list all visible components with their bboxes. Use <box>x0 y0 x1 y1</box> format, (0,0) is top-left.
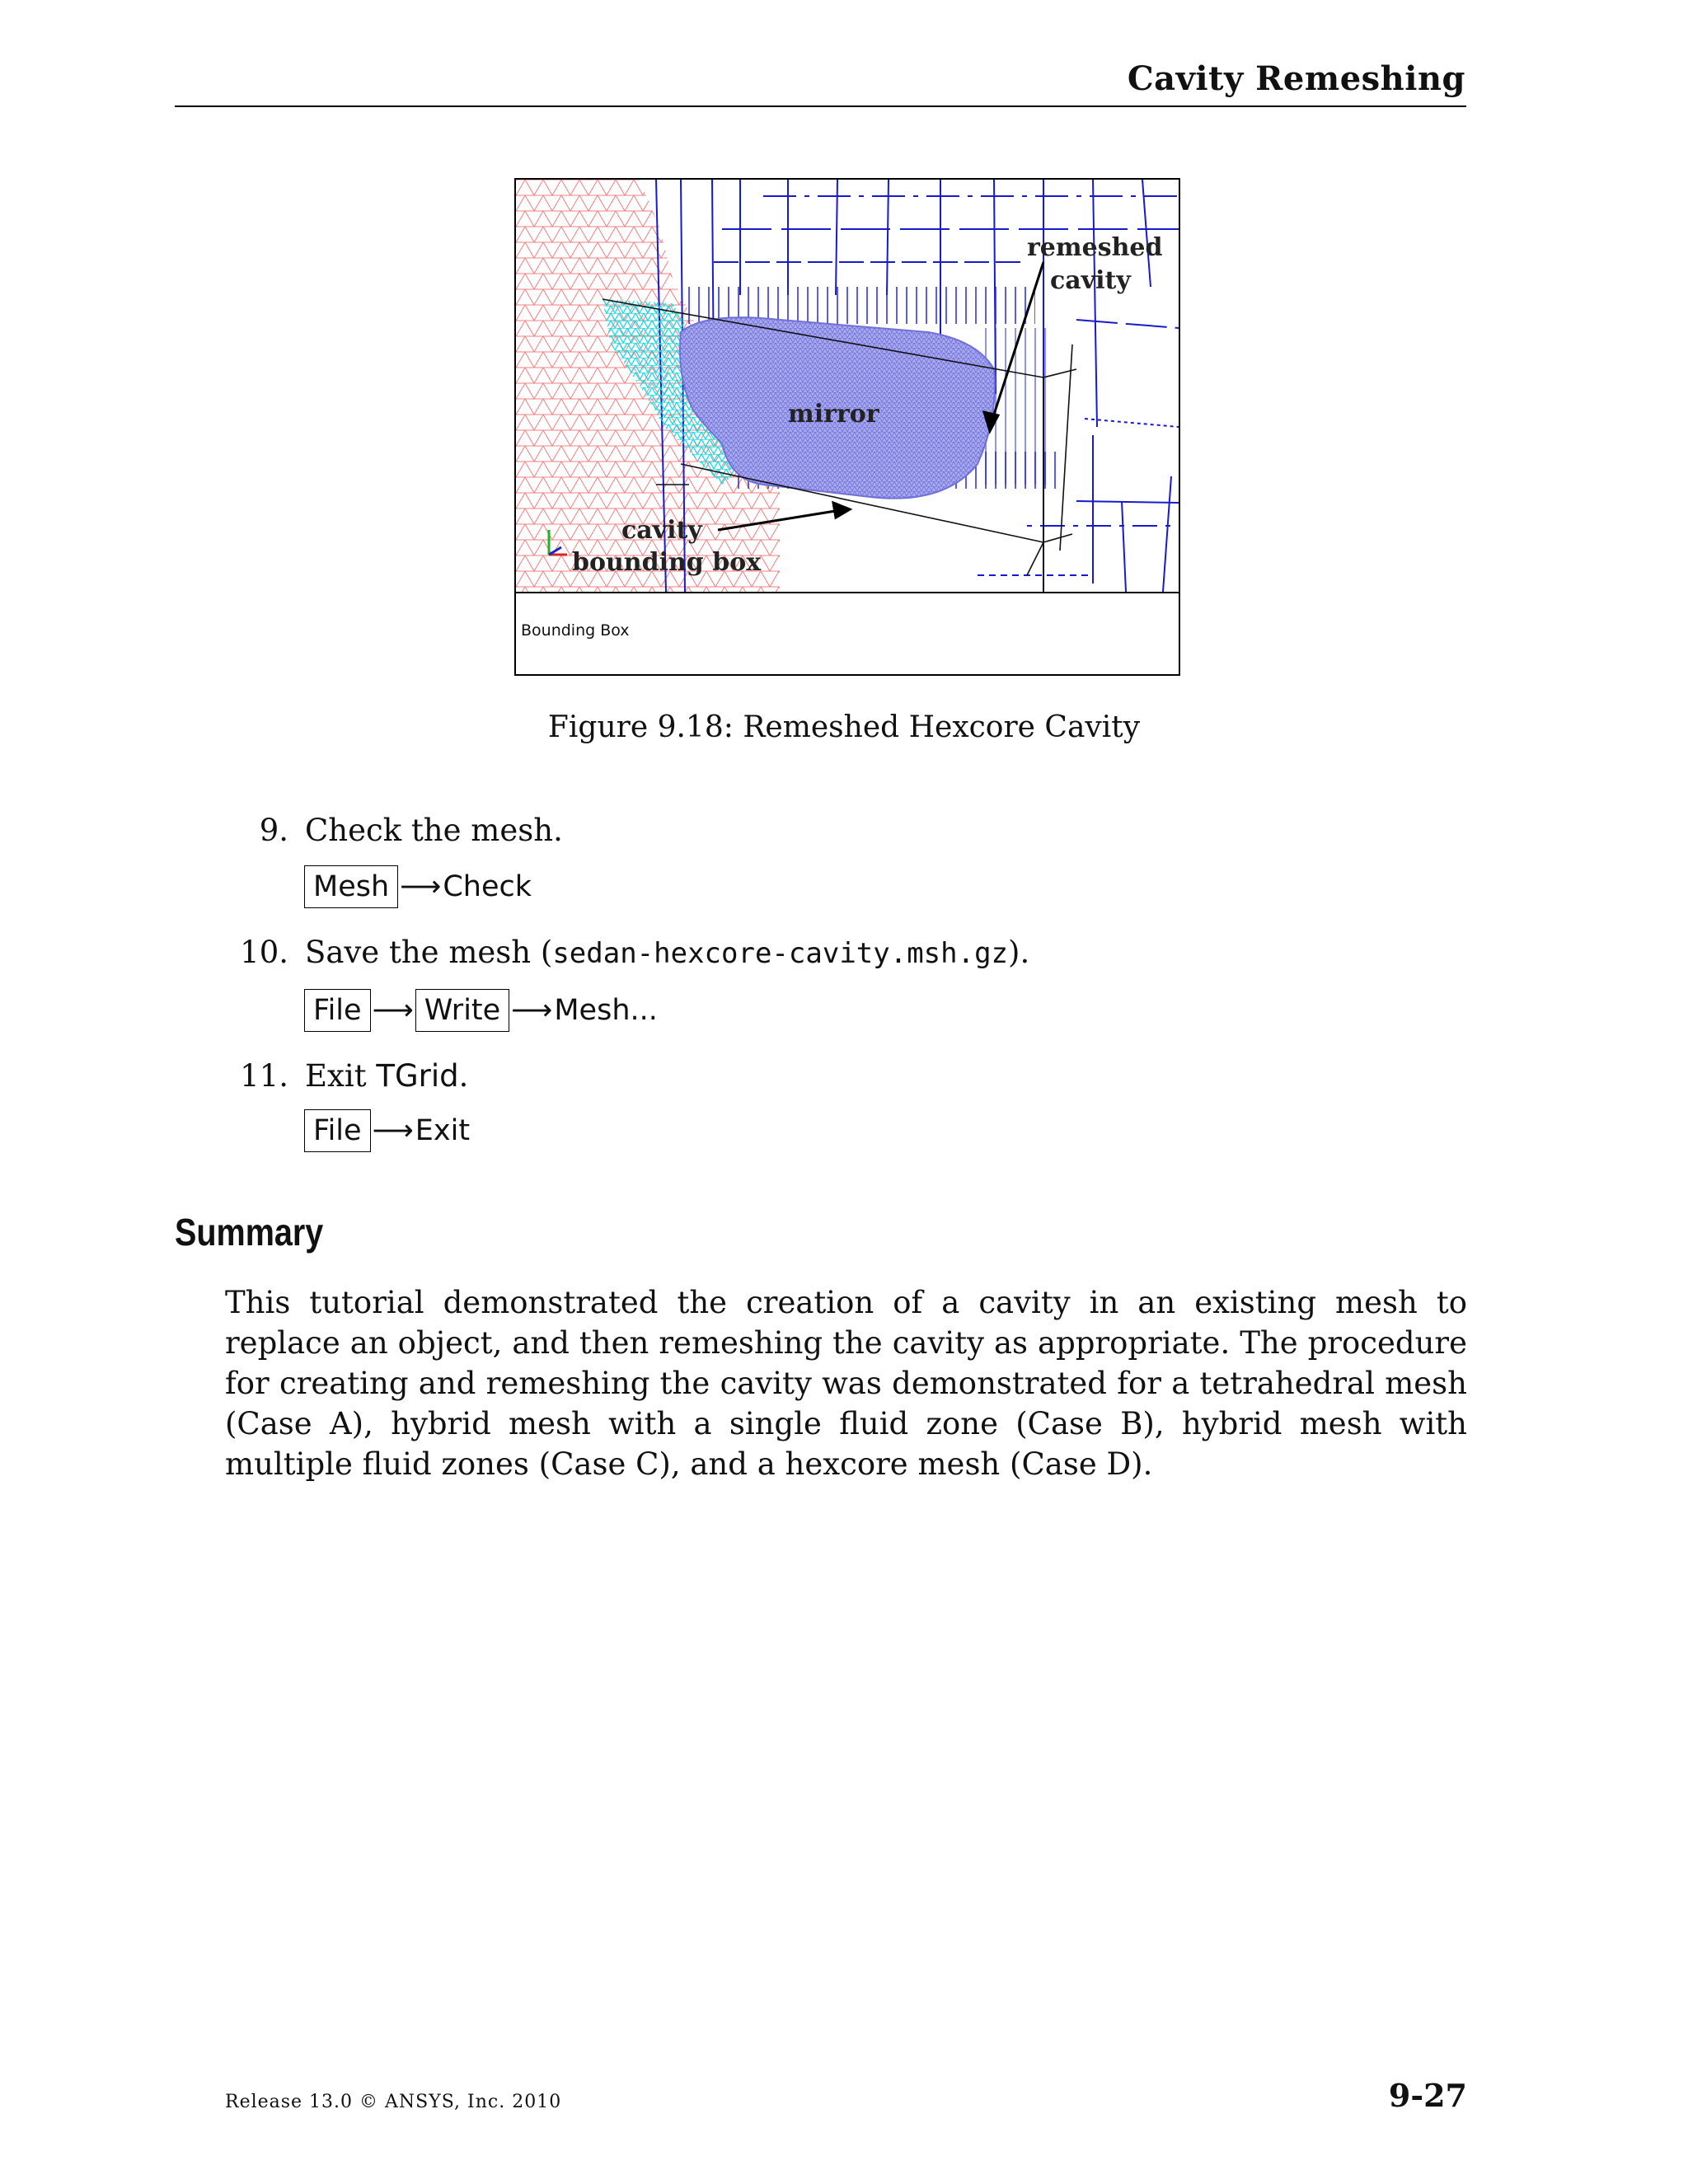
menu-item-mesh[interactable]: Mesh... <box>554 994 658 1027</box>
label-cavity-bottom: cavity <box>621 516 702 545</box>
step-text-after: . <box>458 1058 469 1094</box>
menu-file[interactable]: File <box>304 989 371 1032</box>
label-cavity-top: cavity <box>1050 266 1131 295</box>
file-name: sedan-hexcore-cavity.msh.gz <box>552 937 1009 970</box>
label-mirror: mirror <box>788 400 879 429</box>
running-header: Cavity Remeshing <box>1127 59 1465 98</box>
menu-mesh[interactable]: Mesh <box>304 865 398 908</box>
summary-paragraph: This tutorial demonstrated the creation of a cavity in an existing mesh to replace an object, and then remeshing the cavity as appropriate. The procedure for creating and remeshing the cavity was demonstrated for a tetrahedral mesh (Case A), hybrid mesh with a single fluid zone (Case B), hybrid mesh with multiple fluid zones (Case C), and a hexcore mesh (Case D). <box>225 1285 1467 1482</box>
graphics-status-bar <box>516 592 1179 674</box>
page-number: 9-27 <box>1388 2077 1467 2114</box>
figure-caption <box>0 710 1688 744</box>
menu-path-file-exit <box>304 1109 470 1152</box>
app-name: TGrid <box>376 1058 459 1094</box>
menu-arrow: ⟶ <box>372 1114 414 1147</box>
step-text <box>305 1058 468 1094</box>
step-text: Check the mesh. <box>305 813 563 848</box>
menu-file[interactable]: File <box>304 1109 371 1152</box>
step-text <box>305 935 1029 970</box>
menu-arrow: ⟶ <box>511 994 553 1027</box>
step-number: 9. <box>259 813 288 848</box>
menu-item-exit[interactable]: Exit <box>415 1114 471 1147</box>
step-number: 10. <box>240 935 288 970</box>
step-text-before: Save the mesh ( <box>305 935 553 970</box>
footer-release: Release 13.0 © ANSYS, Inc. 2010 <box>225 2092 562 2112</box>
label-bounding-box: bounding box <box>572 548 762 577</box>
step-number: 11. <box>240 1058 288 1094</box>
section-heading-summary: Summary <box>175 1211 324 1254</box>
menu-path-file-write-mesh <box>304 989 658 1032</box>
mesh-graphics-view <box>516 180 1179 592</box>
menu-item-check[interactable]: Check <box>443 870 532 903</box>
menu-arrow: ⟶ <box>372 994 414 1027</box>
step-text-after: ). <box>1008 935 1030 970</box>
step-text-before: Exit <box>305 1058 377 1094</box>
status-text: Bounding Box <box>521 621 630 640</box>
figure-remeshed-hexcore-cavity <box>514 178 1180 676</box>
header-rule <box>175 105 1466 107</box>
menu-write[interactable]: Write <box>415 989 509 1032</box>
menu-path-mesh-check <box>304 865 532 908</box>
caption-text: Figure 9.18: Remeshed Hexcore Cavity <box>547 710 1141 744</box>
menu-arrow: ⟶ <box>400 870 442 903</box>
label-remeshed: remeshed <box>1027 233 1163 262</box>
